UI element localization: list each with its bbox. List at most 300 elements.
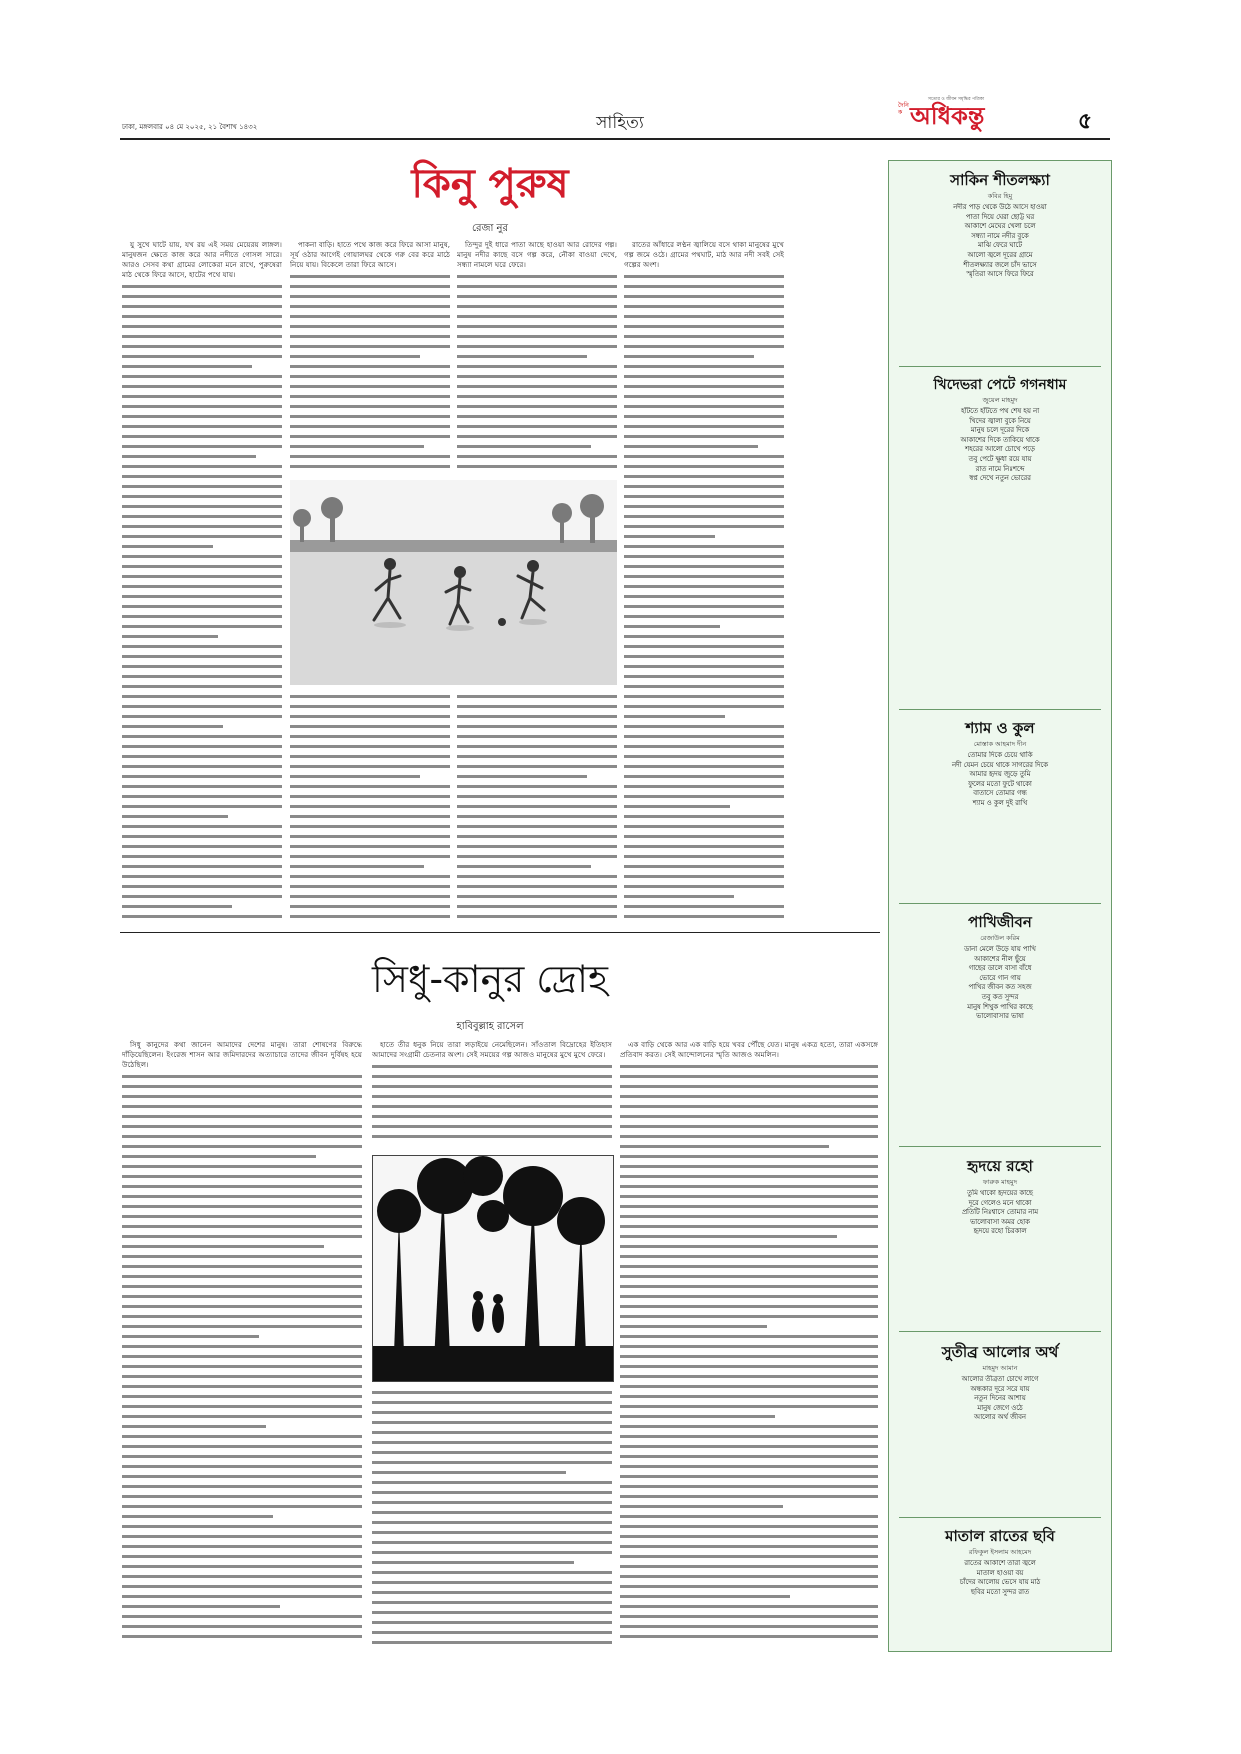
story1-col3-text: তিন্দুর দুই ধারে পাতা আছে হাওয়া আর রোদের গল্প। মানুষ নদীর কাছে বসে গল্প করে, নৌকা বাওয়া দেখে, সন্ধ্যা নামলে ঘরে ফেরে। xyxy=(457,240,617,269)
poem5-line: তুমি থাকো হৃদয়ের কাছে xyxy=(967,1189,1033,1197)
poem4-line: আকাশের নীল ছুঁয়ে xyxy=(974,954,1026,963)
poem3-line: ফুলের মতো ফুটে থাকো xyxy=(968,779,1032,788)
text-line xyxy=(457,762,617,772)
text-line xyxy=(290,842,450,852)
text-line xyxy=(624,582,784,592)
text-line xyxy=(290,862,424,872)
story2-col2-filler xyxy=(372,1062,612,1142)
text-line xyxy=(122,882,282,892)
text-line xyxy=(620,1262,878,1272)
text-line xyxy=(122,1572,362,1582)
poem5-line: ভালোবাসা অমর হোক xyxy=(970,1217,1030,1226)
text-line xyxy=(290,782,450,792)
text-line xyxy=(624,412,784,422)
poem6-title: সুতীব্র আলোর অর্থ xyxy=(941,1343,1059,1361)
page-number: ৫ xyxy=(1077,109,1093,134)
text-line xyxy=(624,272,784,282)
text-line xyxy=(290,872,450,882)
story1-column-2 xyxy=(290,240,450,474)
text-line xyxy=(457,282,617,292)
story1-col4-text: রাতের আঁধারে লণ্ঠন জ্বালিয়ে বসে থাকা মানুষের মুখে গল্প জমে ওঠে। গ্রামের পথঘাট, মাঠ আর নদী সবই সেই গল্পের অংশ। xyxy=(624,240,784,269)
text-line xyxy=(620,1592,790,1602)
text-line xyxy=(122,732,282,742)
story1-col1-text: যু সুখে ঘাটে য়ায়, যখ রয় এই সময় মেয়েরয় লাঙ্গল। মানুষজন ক্ষেতে কাজ করে আর নদীতে গোসল সারে। আরও সেসব কথা গ্রামের লোকেরা মনে রাখে, পুরুষেরা মাঠ থেকে ফিরে আসে, হাটের পথে যায়। xyxy=(122,240,282,279)
text-line xyxy=(624,512,784,522)
text-line xyxy=(372,1608,612,1618)
text-line xyxy=(122,752,282,762)
poem1-line: আলো জ্বলে দূরের গ্রামে xyxy=(967,250,1033,259)
text-line xyxy=(457,352,587,362)
text-line xyxy=(122,502,282,512)
text-line xyxy=(620,1572,878,1582)
poem4-line: গাছের ডালে বাসা বাঁধে xyxy=(968,964,1032,973)
text-line xyxy=(620,1582,878,1592)
text-line xyxy=(290,362,450,372)
masthead-rule xyxy=(120,138,1110,140)
text-line xyxy=(372,1598,612,1608)
text-line xyxy=(290,882,450,892)
text-line xyxy=(620,1132,878,1142)
text-line xyxy=(122,1152,316,1162)
poem6-line: অন্ধকার দূরে সরে যায় xyxy=(970,1384,1030,1393)
poem5-line: দূরে গেলেও মনে থাকো xyxy=(968,1198,1032,1207)
text-line xyxy=(290,432,450,442)
text-line xyxy=(122,832,282,842)
story1-title: কিনু পুরুষ xyxy=(411,161,569,207)
text-line xyxy=(372,1528,612,1538)
story1-col2-filler xyxy=(290,272,450,472)
story1-column-2-lower xyxy=(290,692,450,925)
text-line xyxy=(624,592,784,602)
text-line xyxy=(372,1478,612,1488)
text-line xyxy=(372,1518,612,1528)
text-line xyxy=(122,912,282,922)
text-line xyxy=(372,1468,566,1478)
poem5-body xyxy=(901,1189,1099,1329)
text-line xyxy=(122,672,282,682)
text-line xyxy=(122,412,282,422)
text-line xyxy=(290,462,450,472)
text-line xyxy=(122,1562,362,1572)
poem5-title: হৃদয়ে রহো xyxy=(967,1157,1033,1175)
text-line xyxy=(372,1438,612,1448)
text-line xyxy=(457,452,617,462)
text-line xyxy=(290,372,450,382)
text-line xyxy=(122,782,282,792)
text-line xyxy=(122,652,282,662)
text-line xyxy=(624,522,784,532)
text-line xyxy=(620,1432,878,1442)
text-line xyxy=(624,392,784,402)
poem3-body xyxy=(901,751,1099,901)
text-line xyxy=(122,1602,280,1612)
story2-column-2-bottom xyxy=(372,1388,612,1650)
text-line xyxy=(290,742,450,752)
poem2-line: আকাশের দিকে তাকিয়ে থাকে xyxy=(960,435,1040,444)
text-line xyxy=(624,692,784,702)
text-line xyxy=(122,1072,362,1082)
poem-divider xyxy=(899,709,1101,710)
poem4-line: ডানা মেলে উড়ে যায় পাখি xyxy=(964,945,1036,953)
football-photo xyxy=(290,480,617,685)
text-line xyxy=(457,322,617,332)
text-line xyxy=(620,1192,878,1202)
text-line xyxy=(122,532,282,542)
text-line xyxy=(457,722,617,732)
text-line xyxy=(122,1622,362,1632)
poem1-body xyxy=(901,203,1099,363)
text-line xyxy=(457,872,617,882)
story2-author: হাবিবুল্লাহ রাসেল xyxy=(456,1021,524,1032)
poem1-title: সাকিন শীতলক্ষ্যা xyxy=(950,171,1050,189)
text-line xyxy=(122,302,282,312)
text-line xyxy=(620,1082,878,1092)
poem2-line: শহরের আলো চোখে পড়ে xyxy=(965,445,1035,454)
poem5-line: হৃদয়ে রহো চিরকাল xyxy=(973,1227,1027,1236)
text-line xyxy=(620,1332,878,1342)
section-title: সাহিত্য xyxy=(596,113,644,133)
text-line xyxy=(620,1112,878,1122)
text-line xyxy=(122,552,282,562)
text-line xyxy=(290,822,450,832)
text-line xyxy=(620,1272,878,1282)
text-line xyxy=(624,712,725,722)
poem1-author: কবির হিমু xyxy=(987,192,1013,200)
story1-col4-filler xyxy=(624,272,784,922)
text-line xyxy=(620,1162,878,1172)
forest-illustration-svg xyxy=(373,1156,613,1381)
text-line xyxy=(624,812,784,822)
story1-column-3 xyxy=(457,240,617,474)
story2-col3-text: এক বাড়ি থেকে আর এক বাড়ি হয়ে খবর পৌঁছে যেত। মানুষ একত্র হতো, তারা একসঙ্গে প্রতিবাদ করত। সেই আন্দোলনের স্মৃতি আজও অমলিন। xyxy=(620,1040,878,1059)
text-line xyxy=(122,322,282,332)
text-line xyxy=(457,732,617,742)
text-line xyxy=(624,302,784,312)
text-line xyxy=(620,1122,878,1132)
logo-tagline: সত্যের ও জীবন সমৃদ্ধির পত্রিকা xyxy=(928,97,985,102)
text-line xyxy=(122,442,282,452)
text-line xyxy=(372,1488,612,1498)
text-line xyxy=(620,1532,878,1542)
text-line xyxy=(122,1342,362,1352)
text-line xyxy=(122,382,282,392)
text-line xyxy=(620,1232,837,1242)
text-line xyxy=(372,1112,612,1122)
text-line xyxy=(122,632,218,642)
text-line xyxy=(290,802,450,812)
text-line xyxy=(620,1142,829,1152)
text-line xyxy=(122,1492,362,1502)
text-line xyxy=(290,692,450,702)
text-line xyxy=(122,582,282,592)
text-line xyxy=(122,542,213,552)
text-line xyxy=(290,452,450,462)
text-line xyxy=(620,1242,878,1252)
text-line xyxy=(122,862,282,872)
text-line xyxy=(620,1472,878,1482)
text-line xyxy=(122,1532,362,1542)
text-line xyxy=(624,662,784,672)
poem2-author: জুয়েল মাহমুদ xyxy=(982,396,1018,404)
text-line xyxy=(122,1272,362,1282)
text-line xyxy=(122,1202,362,1212)
text-line xyxy=(122,1612,362,1622)
text-line xyxy=(620,1202,878,1212)
story2-column-2-top xyxy=(372,1040,612,1150)
text-line xyxy=(372,1388,612,1398)
story1-column-4 xyxy=(624,240,784,925)
text-line xyxy=(620,1312,878,1322)
poem1-line: পাতা দিয়ে ঘেরা ছোট্ট ঘর xyxy=(965,212,1035,221)
text-line xyxy=(457,432,617,442)
text-line xyxy=(620,1622,878,1632)
text-line xyxy=(372,1398,612,1408)
text-line xyxy=(122,392,282,402)
text-line xyxy=(620,1502,783,1512)
text-line xyxy=(372,1132,612,1142)
text-line xyxy=(620,1362,878,1372)
text-line xyxy=(290,402,450,412)
text-line xyxy=(122,872,282,882)
poem-divider xyxy=(899,366,1101,367)
text-line xyxy=(457,852,617,862)
text-line xyxy=(122,462,282,472)
text-line xyxy=(290,292,450,302)
text-line xyxy=(457,902,617,912)
poem5-line: প্রতিটি নিঃশ্বাসে তোমার নাম xyxy=(961,1208,1039,1217)
story1-col2-text: পাকনা বাড়ি। হাতে পথে কাজ করে ফিরে আসা মানুষ, সূর্য ওঠার আগেই গোয়ালঘর থেকে গরু বের করে মাঠে নিয়ে যায়। বিকেলে তারা ফিরে আসে। xyxy=(290,240,450,269)
text-line xyxy=(620,1452,878,1462)
text-line xyxy=(122,1502,362,1512)
text-line xyxy=(624,352,754,362)
poem2-line: হাঁটতে হাঁটতে পথ শেষ হয় না xyxy=(960,407,1040,415)
text-line xyxy=(620,1422,878,1432)
text-line xyxy=(372,1072,612,1082)
text-line xyxy=(372,1418,612,1428)
poem2-line: মানুষ চলে দূরের দিকে xyxy=(970,426,1030,435)
poem7-line: রাতের আকাশে তারা জ্বলে xyxy=(964,1559,1036,1567)
text-line xyxy=(620,1552,878,1562)
text-line xyxy=(624,562,784,572)
text-line xyxy=(457,422,617,432)
poem5-author: ফারুক মাহমুদ xyxy=(982,1178,1018,1186)
text-line xyxy=(620,1072,878,1082)
text-line xyxy=(372,1568,612,1578)
text-line xyxy=(122,602,282,612)
text-line xyxy=(624,382,784,392)
text-line xyxy=(620,1542,878,1552)
text-line xyxy=(122,822,282,832)
text-line xyxy=(122,902,232,912)
text-line xyxy=(290,852,450,862)
text-line xyxy=(620,1292,878,1302)
text-line xyxy=(620,1612,878,1622)
story2-col2-bottom-filler xyxy=(372,1388,612,1648)
text-line xyxy=(620,1252,878,1262)
text-line xyxy=(122,802,282,812)
text-line xyxy=(457,272,617,282)
logo-text: অধিকন্তু xyxy=(910,102,985,130)
story1-col3-lower-filler xyxy=(457,692,617,922)
text-line xyxy=(624,362,784,372)
text-line xyxy=(457,792,617,802)
text-line xyxy=(122,622,282,632)
text-line xyxy=(122,1162,362,1172)
text-line xyxy=(122,722,223,732)
text-line xyxy=(624,892,734,902)
text-line xyxy=(624,842,784,852)
text-line xyxy=(457,462,617,472)
text-line xyxy=(122,1372,362,1382)
text-line xyxy=(457,402,617,412)
text-line xyxy=(457,782,617,792)
text-line xyxy=(624,372,784,382)
text-line xyxy=(624,432,784,442)
text-line xyxy=(624,882,784,892)
text-line xyxy=(122,422,282,432)
text-line xyxy=(122,1182,362,1192)
story2-col1-filler xyxy=(122,1072,362,1642)
poem6-body xyxy=(901,1375,1099,1515)
text-line xyxy=(122,742,282,752)
poem-divider xyxy=(899,903,1101,904)
text-line xyxy=(372,1448,612,1458)
text-line xyxy=(290,812,450,822)
poem7-line: মাতাল হাওয়া বয় xyxy=(976,1568,1024,1577)
poem4-line: ভোরে গান গায় xyxy=(979,973,1021,982)
text-line xyxy=(372,1538,612,1548)
story1-author: রেজা নুর xyxy=(471,223,509,234)
text-line xyxy=(457,752,617,762)
text-line xyxy=(624,422,784,432)
text-line xyxy=(624,762,784,772)
text-line xyxy=(122,702,282,712)
text-line xyxy=(122,662,282,672)
poem2-line: তবু পেটে ক্ষুধা রয়ে যায় xyxy=(968,454,1032,463)
text-line xyxy=(620,1392,878,1402)
text-line xyxy=(122,1242,324,1252)
text-line xyxy=(122,1432,362,1442)
text-line xyxy=(620,1102,878,1112)
text-line xyxy=(620,1402,878,1412)
poem1-line: সন্ধ্যা নামে নদীর বুকে xyxy=(971,231,1029,240)
text-line xyxy=(122,492,282,502)
logo-side-label: দৈনিক xyxy=(898,102,909,116)
text-line xyxy=(372,1122,612,1132)
text-line xyxy=(122,1142,362,1152)
poem4-body xyxy=(901,945,1099,1145)
text-line xyxy=(372,1558,574,1568)
text-line xyxy=(457,912,617,922)
text-line xyxy=(122,1392,362,1402)
text-line xyxy=(457,302,617,312)
text-line xyxy=(290,832,450,842)
text-line xyxy=(624,682,784,692)
text-line xyxy=(624,672,784,682)
text-line xyxy=(620,1512,878,1522)
text-line xyxy=(624,482,784,492)
text-line xyxy=(290,332,450,342)
text-line xyxy=(122,332,282,342)
poem3-line: নদী যেমন চেয়ে থাকে সাগরের দিকে xyxy=(951,760,1049,769)
text-line xyxy=(624,332,784,342)
text-line xyxy=(624,602,784,612)
text-line xyxy=(620,1352,878,1362)
text-line xyxy=(624,832,784,842)
text-line xyxy=(290,302,450,312)
poem6-line: নতুন দিনের আশায় xyxy=(974,1394,1026,1403)
poem2-line: রাত নামে নিঃশব্দে xyxy=(975,464,1025,473)
text-line xyxy=(457,772,587,782)
story1-col2-lower-filler xyxy=(290,692,450,922)
text-line xyxy=(122,692,282,702)
text-line xyxy=(457,442,591,452)
text-line xyxy=(122,712,282,722)
poem4-title: পাখিজীবন xyxy=(968,913,1032,931)
text-line xyxy=(122,282,282,292)
text-line xyxy=(290,752,450,762)
text-line xyxy=(457,702,617,712)
text-line xyxy=(122,1552,362,1562)
text-line xyxy=(290,442,424,452)
text-line xyxy=(457,332,617,342)
text-line xyxy=(620,1092,878,1102)
text-line xyxy=(372,1618,612,1628)
text-line xyxy=(122,1192,362,1202)
text-line xyxy=(290,912,450,922)
text-line xyxy=(372,1428,612,1438)
text-line xyxy=(122,1252,362,1262)
text-line xyxy=(624,642,784,652)
text-line xyxy=(122,1472,362,1482)
text-line xyxy=(290,312,450,322)
text-line xyxy=(122,612,282,622)
text-line xyxy=(122,1592,362,1602)
text-line xyxy=(372,1578,612,1588)
text-line xyxy=(457,822,617,832)
text-line xyxy=(624,292,784,302)
text-line xyxy=(624,472,784,482)
text-line xyxy=(290,762,450,772)
text-line xyxy=(624,752,784,762)
text-line xyxy=(620,1522,878,1532)
text-line xyxy=(122,892,282,902)
text-line xyxy=(620,1562,878,1572)
text-line xyxy=(620,1152,878,1162)
text-line xyxy=(122,1402,362,1412)
text-line xyxy=(624,822,784,832)
text-line xyxy=(122,342,282,352)
text-line xyxy=(122,1282,362,1292)
text-line xyxy=(290,902,450,912)
text-line xyxy=(122,1222,362,1232)
story2-column-1 xyxy=(122,1040,362,1650)
poem4-line: ভালোবাসার ভাষা xyxy=(976,1012,1024,1021)
poem3-line: আমার হৃদয় জুড়ে তুমি xyxy=(969,770,1031,779)
text-line xyxy=(620,1372,878,1382)
text-line xyxy=(122,482,282,492)
text-line xyxy=(122,1122,362,1132)
poem3-line: বাতাসে তোমার গন্ধ xyxy=(973,789,1027,798)
poem7-author: রফিকুল ইসলাম আহমেদ xyxy=(968,1548,1032,1556)
text-line xyxy=(457,372,617,382)
text-line xyxy=(122,1082,362,1092)
poem2-body xyxy=(901,407,1099,707)
text-line xyxy=(290,322,450,332)
text-line xyxy=(620,1482,878,1492)
text-line xyxy=(624,442,758,452)
text-line xyxy=(290,342,450,352)
